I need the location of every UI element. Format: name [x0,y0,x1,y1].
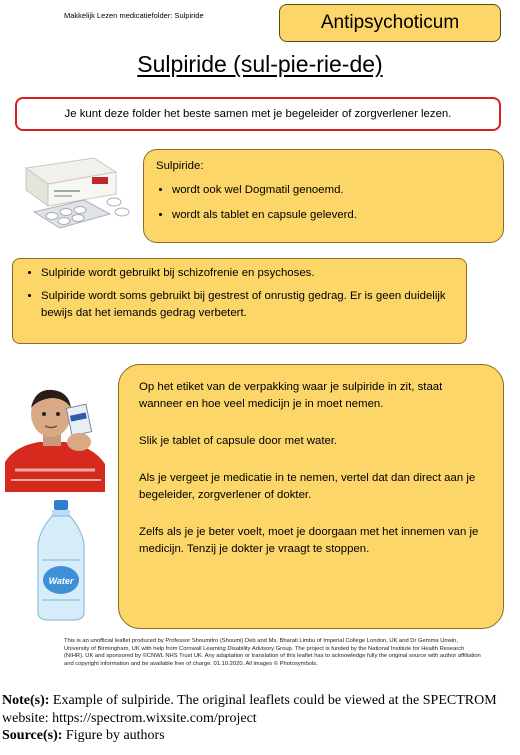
usage-info-box [12,258,467,344]
instruction-paragraph: Als je vergeet je medicatie in te nemen, vertel dat dan direct aan je begeleider, zorgverlener of dokter. [139,472,476,501]
figure-note [2,692,518,745]
usage-info-item: • Sulpiride wordt soms gebruikt bij gestrest of onrustig gedrag. Er is geen duidelijk bewijs dat het iemands gedrag verbetert. [41,288,456,322]
person-reading-label-image [5,384,110,492]
instruction-paragraph: Op het etiket van de verpakking waar je sulpiride in zit, staat wanneer en hoe veel medicijn je in moet nemen. [139,381,443,410]
source-label: Source(s): [2,728,63,743]
drug-class-badge: Antipsychoticum [279,4,501,42]
page-title: Sulpiride (sul-pie-rie-de) [137,51,383,77]
instruction-paragraph: Zelfs als je je beter voelt, moet je doorgaan met het innemen van je medicijn. Tenzij je dokter je vraagt te stoppen. [139,526,479,555]
drug-info-heading: Sulpiride: [156,160,204,172]
bottle-label: Water [48,576,74,586]
instruction-paragraph: Slik je tablet of capsule door met water. [139,435,338,447]
note-label: Note(s): [2,693,50,708]
instructions-box [118,364,504,629]
drug-info-item: • wordt als tablet en capsule geleverd. [172,207,491,224]
water-bottle-image [30,500,92,622]
drug-info-item: • wordt ook wel Dogmatil genoemd. [172,182,491,199]
note-text: Example of sulpiride. The original leaflets could be viewed at the SPECTROM website: https://spectrom.wixsite.com/project [2,693,497,726]
source-text: Figure by authors [62,728,165,743]
leaflet-disclaimer: This is an unofficial leaflet produced by Professor Shoumitro (Shoumi) Deb and Ms. Bharati Limbu of Imperial College London, UK and Dr Gemma Unwin, University of Birmingham, UK with help from Cornwall Learning Disability Advisory Group. The project is funded by the National Institute for Health Research (NIHR), UK and sponsored by ©CNWL NHS Trust UK. Any adaptation or translation of this leaflet has to acknowledge fully the original source with author affiliation and copyright information and be available free of charge. 01.10.2020. All images © Photosymbols. [64,638,481,667]
usage-info-item: • Sulpiride wordt gebruikt bij schizofrenie en psychoses. [41,265,456,282]
reading-notice: Je kunt deze folder het beste samen met je begeleider of zorgverlener lezen. [15,97,501,131]
medicine-pack-image [14,150,132,242]
drug-info-box [143,149,504,243]
leaflet-header-text: Makkelijk Lezen medicatiefolder: Sulpiride [64,11,204,20]
